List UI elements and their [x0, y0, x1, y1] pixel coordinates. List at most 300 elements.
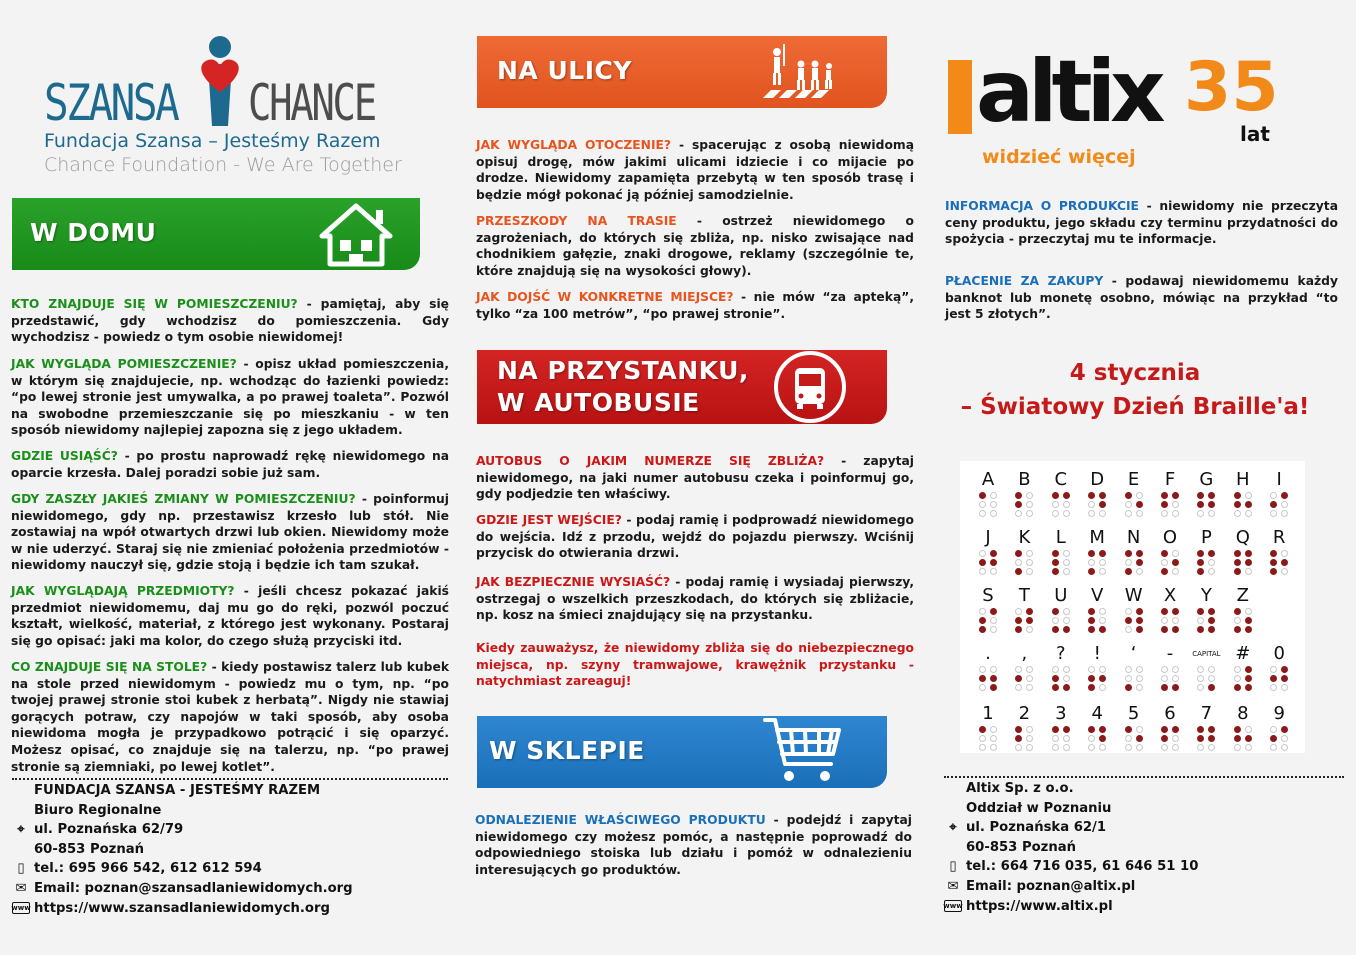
braille-dots [1081, 666, 1113, 691]
street-item-1 [476, 137, 914, 203]
braille-dot [1125, 617, 1132, 624]
braille-dot [990, 675, 997, 682]
header-title: NA ULICY [497, 56, 632, 85]
home-item-6-a: - kiedy postawisz talerz lub kubek na stole przed niewidomym - powiedz mu o tym, np. “po twojej prawej stronie stoi kubek z herbatą”. Nigdy nie stawiaj gorących potraw, czy napojów w taki sposób, aby osoba niewidoma mogła je przypadkowo potrącić i się oparzyć. Możesz opisać, co znajduje się na talerzu, np. “po prawej stronie są ziemniaki, po lewej kotlet”. [11, 660, 449, 774]
shop-item-3-a: - podawaj niewidomemu każdy banknot lub monetę osobno, mówiąc na przykład “to jest 5 złotych”. [945, 274, 1338, 322]
braille-dot [1208, 501, 1215, 508]
braille-dot [1172, 501, 1179, 508]
braille-char: 8 [1237, 703, 1249, 724]
shop-item-1-q: ODNALEZIENIE WŁAŚCIWEGO PRODUKTU [475, 813, 766, 827]
braille-dot [990, 608, 997, 615]
bus-item-2-a: - podaj ramię i podprowadź niewidomego do wejścia. Idź z przodu, wejdź do pojazdu pierwszy. Wciśnij przycisk do otwierania drzwi. [476, 513, 914, 561]
altix-logo-years: 35 [1184, 48, 1279, 127]
www-icon: www [11, 904, 31, 913]
braille-dot [1125, 744, 1132, 751]
braille-dot [1172, 744, 1179, 751]
braille-dots [1118, 608, 1150, 633]
footer-altix-www[interactable]: https://www.altix.pl [966, 898, 1113, 914]
braille-dot [1015, 726, 1022, 733]
home-item-2-q: JAK WYGLĄDA POMIESZCZENIE? [11, 357, 237, 371]
braille-dot [1208, 626, 1215, 633]
home-item-5 [11, 583, 449, 649]
home-item-3-q: GDZIE USIĄŚĆ? [11, 449, 118, 463]
braille-dot [1197, 568, 1204, 575]
braille-char: W [1124, 585, 1143, 606]
bus-item-1-a: - zapytaj niewidomego, na jaki numer autobusu czeka i poinformuj go, gdy podjedzie ten właściwy. [476, 454, 914, 502]
braille-dot [1015, 617, 1022, 624]
braille-dot [979, 735, 986, 742]
braille-char: H [1236, 469, 1250, 490]
home-item-3-a: - po prostu naprowadź rękę niewidomego na oparcie krzesła. Dalej poradzi sobie już sam. [11, 449, 449, 480]
braille-dot [1015, 501, 1022, 508]
braille-dots [1008, 608, 1040, 633]
altix-logo [946, 42, 1306, 178]
braille-dots [1118, 726, 1150, 751]
header-title: W DOMU [30, 218, 157, 247]
braille-dots [972, 492, 1004, 517]
braille-char: 1 [982, 703, 994, 724]
home-item-4-q: GDY ZASZŁY JAKIEŚ ZMIANY W POMIESZCZENIU? [11, 492, 356, 506]
braille-dot [1015, 608, 1022, 615]
braille-dot [1270, 550, 1277, 557]
shop-item-1-a: - podejdź i zapytaj niewidomego czy możesz pomóc, a następnie poprowadź do odpowiedniego stoiska lub działu i pomóż w odnalezieniu interesujących go produktów. [475, 813, 912, 877]
braille-dot [1208, 744, 1215, 751]
braille-dot [1172, 559, 1179, 566]
braille-dot [1234, 608, 1241, 615]
braille-dot [990, 626, 997, 633]
braille-dot [1208, 735, 1215, 742]
braille-dot [1136, 735, 1143, 742]
braille-dot [1161, 666, 1168, 673]
braille-dot [1208, 617, 1215, 624]
footer-altix-street: ul. Poznańska 62/1 [966, 820, 1107, 836]
braille-dot [1172, 492, 1179, 499]
home-item-2 [11, 356, 449, 439]
braille-dot [979, 626, 986, 633]
braille-dots [1081, 608, 1113, 633]
location-pin-icon: ⌖ [17, 822, 25, 838]
braille-dot [1234, 666, 1241, 673]
braille-dot [979, 684, 986, 691]
braille-dot [1270, 501, 1277, 508]
braille-dot [1099, 492, 1106, 499]
www-icon: www [943, 902, 963, 911]
braille-dot [1052, 626, 1059, 633]
braille-dot [990, 559, 997, 566]
braille-dot [1197, 726, 1204, 733]
braille-cell [1045, 527, 1077, 575]
braille-dot [1088, 726, 1095, 733]
braille-dot [1088, 675, 1095, 682]
braille-dot [1234, 568, 1241, 575]
braille-dot [1197, 559, 1204, 566]
braille-dot [990, 568, 997, 575]
braille-dot [1172, 684, 1179, 691]
footer-altix [944, 779, 1344, 916]
braille-dot [1172, 735, 1179, 742]
braille-dots [1154, 608, 1186, 633]
braille-dot [1245, 735, 1252, 742]
braille-dot [1234, 684, 1241, 691]
braille-char: X [1163, 585, 1177, 606]
header-w-domu [12, 198, 420, 270]
braille-dot [1270, 568, 1277, 575]
bus-item-3-a: - podaj ramię i wysiadaj pierwszy, ostrzegaj o wszelkich przeszkodach, do których się zbliżacie, np. kosz na śmieci znajdujący się na przystanku. [476, 575, 914, 623]
braille-dot [1052, 492, 1059, 499]
braille-dot [1088, 735, 1095, 742]
braille-dot [1270, 510, 1277, 517]
braille-day-heading [930, 356, 1340, 424]
braille-dot [979, 550, 986, 557]
braille-dots [1227, 726, 1259, 751]
braille-char: 9 [1273, 703, 1285, 724]
braille-dot [979, 608, 986, 615]
braille-dot [1015, 666, 1022, 673]
location-pin-icon: ⌖ [949, 820, 957, 836]
bus-item-1 [476, 453, 914, 503]
person-heart-icon [194, 34, 246, 129]
braille-dots [1008, 666, 1040, 691]
braille-dots [972, 726, 1004, 751]
shop-item-2-q: INFORMACJA O PRODUKCIE [945, 199, 1139, 213]
braille-dots [1118, 492, 1150, 517]
braille-dot [1099, 666, 1106, 673]
braille-dots [972, 550, 1004, 575]
braille-cell [1118, 527, 1150, 575]
braille-dot [1208, 568, 1215, 575]
braille-dot [1063, 675, 1070, 682]
braille-dot [1161, 726, 1168, 733]
braille-dot [1172, 626, 1179, 633]
braille-dot [1197, 666, 1204, 673]
braille-char: S [982, 585, 994, 606]
braille-dot [1052, 608, 1059, 615]
shop-item-3 [945, 273, 1338, 323]
braille-dot [1099, 626, 1106, 633]
braille-dot [1099, 608, 1106, 615]
braille-dot [1245, 617, 1252, 624]
braille-dot [1245, 550, 1252, 557]
braille-dot [1208, 726, 1215, 733]
braille-char: . [985, 643, 991, 664]
braille-dot [1208, 559, 1215, 566]
braille-dots [1045, 666, 1077, 691]
braille-dot [1136, 626, 1143, 633]
braille-dot [1245, 626, 1252, 633]
braille-dot [1125, 626, 1132, 633]
braille-dot [1063, 626, 1070, 633]
braille-char: P [1200, 527, 1212, 548]
braille-dot [1026, 666, 1033, 673]
braille-dot [1161, 550, 1168, 557]
braille-dot [1234, 550, 1241, 557]
braille-dot [1125, 608, 1132, 615]
braille-cell [1263, 469, 1295, 517]
braille-dot [1136, 744, 1143, 751]
braille-dot [1161, 617, 1168, 624]
braille-dot [1125, 726, 1132, 733]
braille-dot [979, 510, 986, 517]
braille-dots [1263, 726, 1295, 751]
braille-dot [1208, 608, 1215, 615]
braille-dot [1063, 559, 1070, 566]
braille-dot [1052, 559, 1059, 566]
braille-dot [1234, 492, 1241, 499]
header-na-ulicy [477, 36, 887, 108]
braille-dot [1099, 510, 1106, 517]
braille-dot [1197, 744, 1204, 751]
braille-dots [972, 608, 1004, 633]
braille-dots [1227, 492, 1259, 517]
bus-item-1-q: AUTOBUS O JAKIM NUMERZE SIĘ ZBLIŻA? [476, 454, 825, 468]
shop-item-2 [945, 198, 1338, 248]
braille-cell [972, 643, 1004, 691]
braille-cell [1227, 469, 1259, 517]
braille-dots [1227, 608, 1259, 633]
braille-dot [990, 501, 997, 508]
braille-dot [990, 735, 997, 742]
footer-szansa-street: ul. Poznańska 62/79 [34, 822, 184, 838]
braille-dot [979, 617, 986, 624]
braille-char: ? [1056, 643, 1066, 664]
header-title: W SKLEPIE [489, 736, 645, 765]
braille-dot [1136, 675, 1143, 682]
home-item-1-q: KTO ZNAJDUJE SIĘ W POMIESZCZENIU? [11, 297, 298, 311]
footer-szansa-name: FUNDACJA SZANSA - JESTEŚMY RAZEM [34, 783, 321, 798]
braille-dots [1190, 726, 1222, 751]
braille-dot [1136, 608, 1143, 615]
braille-dots [1045, 550, 1077, 575]
bus-item-2 [476, 512, 914, 562]
braille-dot [1125, 510, 1132, 517]
braille-dot [1015, 568, 1022, 575]
street-item-1-a: - spacerując z osobą niewidomą opisuj drogę, mów jakimi ulicami idziecie i co mijacie po drodze. Niewidomy zapamięta przebytą w ten sposób trasę i będzie mógł pokonać ją później samodzielnie. [476, 138, 915, 202]
braille-cell [972, 469, 1004, 517]
braille-dot [1052, 501, 1059, 508]
braille-dot [1197, 675, 1204, 682]
braille-dot [1197, 492, 1204, 499]
szansa-logo-line2: Chance Foundation - We Are Together [44, 154, 402, 176]
shop-item-3-q: PŁACENIE ZA ZAKUPY [945, 274, 1104, 288]
braille-dots [1081, 492, 1113, 517]
braille-dot [1208, 675, 1215, 682]
braille-dot [1026, 735, 1033, 742]
braille-dot [1208, 550, 1215, 557]
braille-dots [1154, 492, 1186, 517]
braille-cell [1008, 585, 1040, 633]
braille-dot [1197, 550, 1204, 557]
footer-altix-email[interactable]: Email: poznan@altix.pl [966, 878, 1136, 894]
braille-dot [1234, 617, 1241, 624]
braille-char: # [1235, 643, 1251, 664]
braille-dot [1099, 617, 1106, 624]
braille-dot [990, 617, 997, 624]
braille-dot [1026, 608, 1033, 615]
shop-item-1 [475, 812, 912, 878]
braille-dot [1026, 492, 1033, 499]
altix-logo-bar [948, 60, 972, 134]
braille-dot [1281, 550, 1288, 557]
braille-dots [1227, 666, 1259, 691]
braille-char: 7 [1200, 703, 1213, 724]
braille-dot [1281, 559, 1288, 566]
bus-item-2-q: GDZIE JEST WEJŚCIE? [476, 513, 622, 527]
footer-altix-phone: tel.: 664 716 035, 61 646 51 10 [966, 859, 1199, 875]
braille-dot [1172, 675, 1179, 682]
braille-char: Z [1236, 585, 1249, 606]
braille-dot [1281, 735, 1288, 742]
street-item-1-q: JAK WYGLĄDA OTOCZENIE? [476, 138, 672, 152]
braille-cell [1263, 527, 1295, 575]
footer-altix-city: 60-853 Poznań [966, 839, 1077, 855]
altix-logo-tagline: widzieć więcej [982, 146, 1136, 168]
braille-dot [1063, 666, 1070, 673]
braille-dot [1270, 684, 1277, 691]
street-item-3 [476, 289, 914, 322]
braille-dots [1008, 492, 1040, 517]
braille-day-line1: 4 stycznia [1069, 360, 1201, 386]
home-item-6-q: CO ZNAJDUJE SIĘ NA STOLE? [11, 660, 208, 674]
braille-dot [979, 568, 986, 575]
braille-dot [1026, 568, 1033, 575]
braille-dot [1026, 501, 1033, 508]
braille-char: G [1199, 469, 1214, 490]
braille-cell [1227, 527, 1259, 575]
braille-dots [1263, 550, 1295, 575]
braille-dots [1154, 550, 1186, 575]
braille-dot [990, 510, 997, 517]
braille-dot [1026, 559, 1033, 566]
footer-szansa [12, 781, 452, 918]
braille-char: C [1054, 469, 1068, 490]
braille-dot [1245, 501, 1252, 508]
braille-dot [1208, 666, 1215, 673]
braille-dot [1245, 684, 1252, 691]
braille-dot [1234, 501, 1241, 508]
home-item-1-a: - pamiętaj, aby się przedstawić, gdy wchodzisz do pomieszczenia. Gdy wychodzisz - powiedz o tym osobie niewidomej! [11, 297, 450, 345]
braille-dot [1136, 726, 1143, 733]
house-icon [318, 202, 394, 268]
braille-dot [1015, 626, 1022, 633]
braille-dot [1197, 684, 1204, 691]
braille-dot [1088, 492, 1095, 499]
braille-dot [1063, 608, 1070, 615]
braille-cell [1227, 585, 1259, 633]
braille-dot [1234, 735, 1241, 742]
braille-dots [1154, 726, 1186, 751]
braille-dot [1234, 510, 1241, 517]
header-title-line2: W AUTOBUSIE [497, 388, 700, 417]
braille-cell [1045, 585, 1077, 633]
braille-dots [1190, 550, 1222, 575]
home-item-2-a: - opisz układ pomieszczenia, w którym się znajdujecie, np. wchodząc do łazienki powiedz: “po lewej stronie jest umywalka, a po prawej toaleta”. Pozwól na swobodne przemieszczanie się po mieszkaniu - w ten sposób niewidomy najlepiej zapozna się z jego układem. [11, 357, 449, 438]
bus-icon [771, 348, 849, 426]
braille-char: O [1162, 527, 1178, 548]
braille-char: I [1276, 469, 1282, 490]
braille-dot [990, 684, 997, 691]
braille-dot [1281, 675, 1288, 682]
braille-dot [1161, 492, 1168, 499]
braille-dot [1125, 492, 1132, 499]
footer-szansa-city: 60-853 Poznań [34, 841, 145, 857]
braille-dots [1190, 666, 1222, 691]
braille-dot [990, 550, 997, 557]
braille-cell [1154, 469, 1186, 517]
braille-dot [1172, 617, 1179, 624]
braille-dot [1015, 684, 1022, 691]
braille-dot [1063, 501, 1070, 508]
footer-szansa-www[interactable]: https://www.szansadlaniewidomych.org [34, 900, 330, 916]
braille-dot [1136, 684, 1143, 691]
street-item-3-q: JAK DOJŚĆ W KONKRETNE MIEJSCE? [476, 290, 734, 304]
braille-cell [1008, 703, 1040, 751]
braille-cell [972, 585, 1004, 633]
home-item-5-q: JAK WYGLĄDAJĄ PRZEDMIOTY? [11, 584, 235, 598]
braille-dot [1281, 501, 1288, 508]
envelope-icon: ✉ [947, 878, 959, 894]
braille-dot [1052, 675, 1059, 682]
braille-char: N [1126, 527, 1141, 548]
braille-char: 6 [1164, 703, 1176, 724]
braille-dot [1099, 735, 1106, 742]
braille-dot [1161, 626, 1168, 633]
bus-item-3-q: JAK BEZPIECZNIE WYSIAŚĆ? [476, 575, 671, 589]
braille-dot [1063, 550, 1070, 557]
braille-dot [1172, 666, 1179, 673]
braille-dot [1281, 684, 1288, 691]
szansa-logo-line1: Fundacja Szansa – Jesteśmy Razem [44, 130, 381, 152]
braille-cell [1154, 703, 1186, 751]
braille-cell [1263, 643, 1295, 691]
braille-dots [1118, 550, 1150, 575]
braille-dots [1154, 666, 1186, 691]
braille-dot [1281, 726, 1288, 733]
braille-dot [1161, 744, 1168, 751]
braille-dots [1263, 666, 1295, 691]
street-item-2-a: - ostrzeż niewidomego o zagrożeniach, do których się zbliża, np. nisko zwisające nad chodnikiem gałęzie, znaki drogowe, reklamy (szczególnie te, które znajdują się na wysokości głowy). [476, 214, 914, 278]
braille-dot [1026, 510, 1033, 517]
braille-char: E [1127, 469, 1140, 490]
braille-cell [1008, 469, 1040, 517]
braille-dot [1026, 617, 1033, 624]
braille-char: ! [1093, 643, 1101, 664]
braille-dot [1015, 559, 1022, 566]
braille-dot [1088, 617, 1095, 624]
phone-icon: ▯ [17, 861, 25, 877]
braille-dot [1136, 568, 1143, 575]
braille-dot [979, 675, 986, 682]
braille-dot [1125, 559, 1132, 566]
braille-char: V [1091, 585, 1104, 606]
braille-dot [1088, 550, 1095, 557]
braille-cell [1118, 643, 1150, 691]
braille-dot [1026, 744, 1033, 751]
braille-dot [1161, 735, 1168, 742]
home-item-3 [11, 448, 449, 481]
footer-szansa-email[interactable]: Email: poznan@szansadlaniewidomych.org [34, 880, 353, 896]
braille-dot [1088, 626, 1095, 633]
braille-dot [1099, 550, 1106, 557]
braille-dot [1161, 608, 1168, 615]
shopping-cart-icon [761, 716, 845, 788]
braille-dots [1008, 550, 1040, 575]
braille-cell [1190, 527, 1222, 575]
braille-dot [1245, 675, 1252, 682]
braille-dot [1161, 675, 1168, 682]
braille-dots [1263, 492, 1295, 517]
braille-dot [1125, 550, 1132, 557]
braille-dot [1015, 735, 1022, 742]
